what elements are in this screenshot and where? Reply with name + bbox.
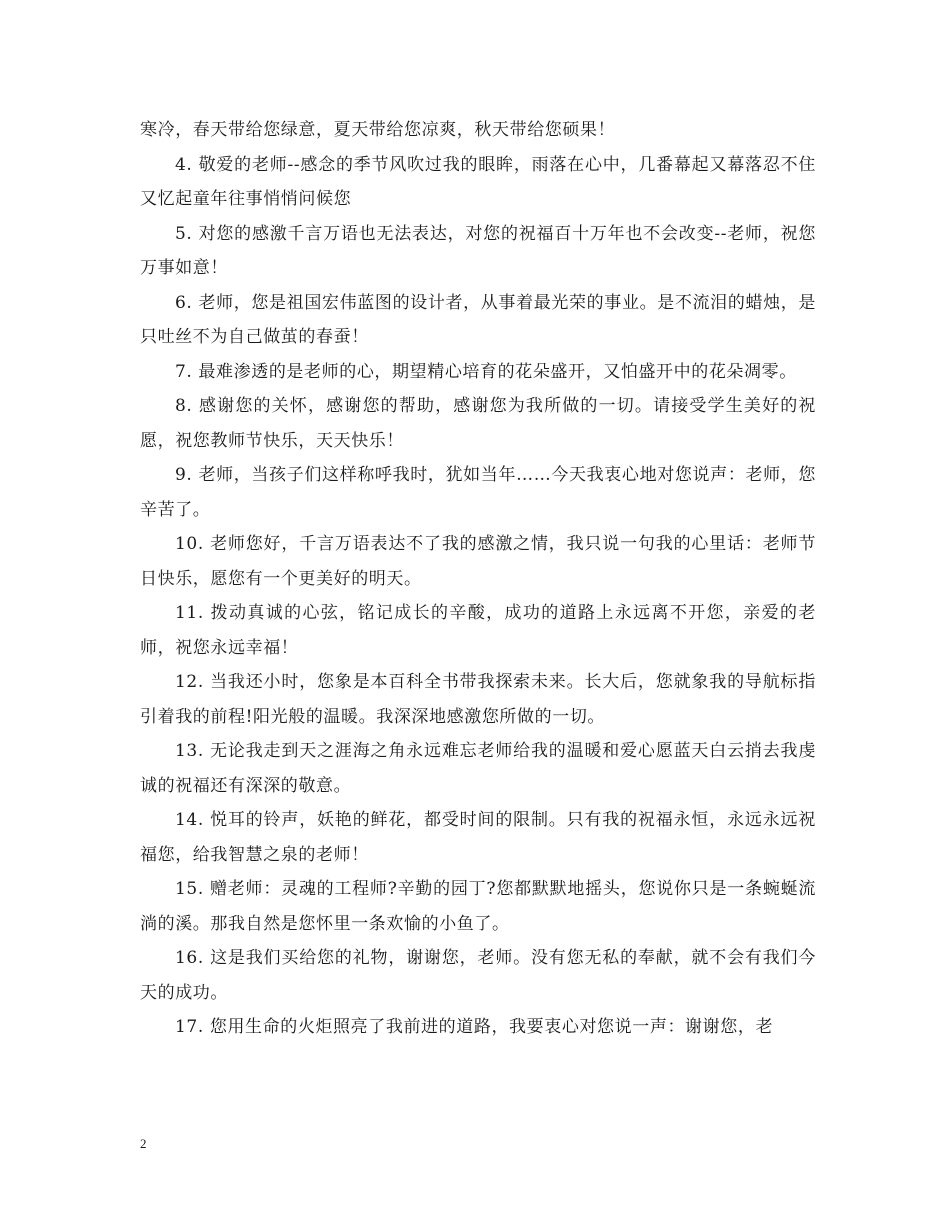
paragraph-item-7: 7. 最难渗透的是老师的心，期望精心培育的花朵盛开，又怕盛开中的花朵凋零。 xyxy=(175,361,797,382)
paragraph-item-17: 17. 您用生命的火炬照亮了我前进的道路，我要衷心对您说一声：谢谢您，老 xyxy=(175,1017,774,1037)
paragraph-item-5: 5. 对您的感激千言万语也无法表达，对您的祝福百十万年也不会改变--老师，祝您万事如意！ xyxy=(140,223,816,278)
paragraph-item-14: 14. 悦耳的铃声，妖艳的鲜花，都受时间的限制。只有我的祝福永恒，永远永远祝福您，给我智慧之泉的老师！ xyxy=(140,810,816,865)
paragraph-continuation: 寒冷，春天带给您绿意，夏天带给您凉爽，秋天带给您硕果！ xyxy=(140,120,616,140)
paragraph-item-9: 9. 老师，当孩子们这样称呼我时，犹如当年……今天我衷心地对您说声：老师，您辛苦了。 xyxy=(140,465,816,520)
document-body xyxy=(140,113,816,1045)
paragraph-item-4: 4. 敬爱的老师--感念的季节风吹过我的眼眸，雨落在心中，几番幕起又幕落忍不住又忆起童年往事悄悄问候您 xyxy=(140,154,816,209)
page-number: 2 xyxy=(140,1136,147,1151)
paragraph-item-8: 8. 感谢您的关怀，感谢您的帮助，感谢您为我所做的一切。请接受学生美好的祝愿，祝您教师节快乐，天天快乐！ xyxy=(140,396,816,451)
paragraph-item-13: 13. 无论我走到天之涯海之角永远难忘老师给我的温暖和爱心愿蓝天白云捎去我虔诚的祝福还有深深的敬意。 xyxy=(140,741,816,796)
paragraph-item-16: 16. 这是我们买给您的礼物，谢谢您，老师。没有您无私的奉献，就不会有我们今天的成功。 xyxy=(140,948,816,1003)
paragraph-item-15: 15. 赠老师：灵魂的工程师?辛勤的园丁?您都默默地摇头，您说你只是一条蜿蜒流淌的溪。那我自然是您怀里一条欢愉的小鱼了。 xyxy=(140,879,816,934)
paragraph-item-6: 6. 老师，您是祖国宏伟蓝图的设计者，从事着最光荣的事业。是不流泪的蜡烛，是只吐丝不为自己做茧的春蚕！ xyxy=(140,292,816,347)
paragraph-item-10: 10. 老师您好，千言万语表达不了我的感激之情，我只说一句我的心里话：老师节日快乐，愿您有一个更美好的明天。 xyxy=(140,534,816,589)
paragraph-item-11: 11. 拨动真诚的心弦，铭记成长的辛酸，成功的道路上永远离不开您，亲爱的老师，祝您永远幸福！ xyxy=(140,603,816,658)
paragraph-item-12: 12. 当我还小时，您象是本百科全书带我探索未来。长大后，您就象我的导航标指引着我的前程!阳光般的温暖。我深深地感激您所做的一切。 xyxy=(140,672,816,727)
